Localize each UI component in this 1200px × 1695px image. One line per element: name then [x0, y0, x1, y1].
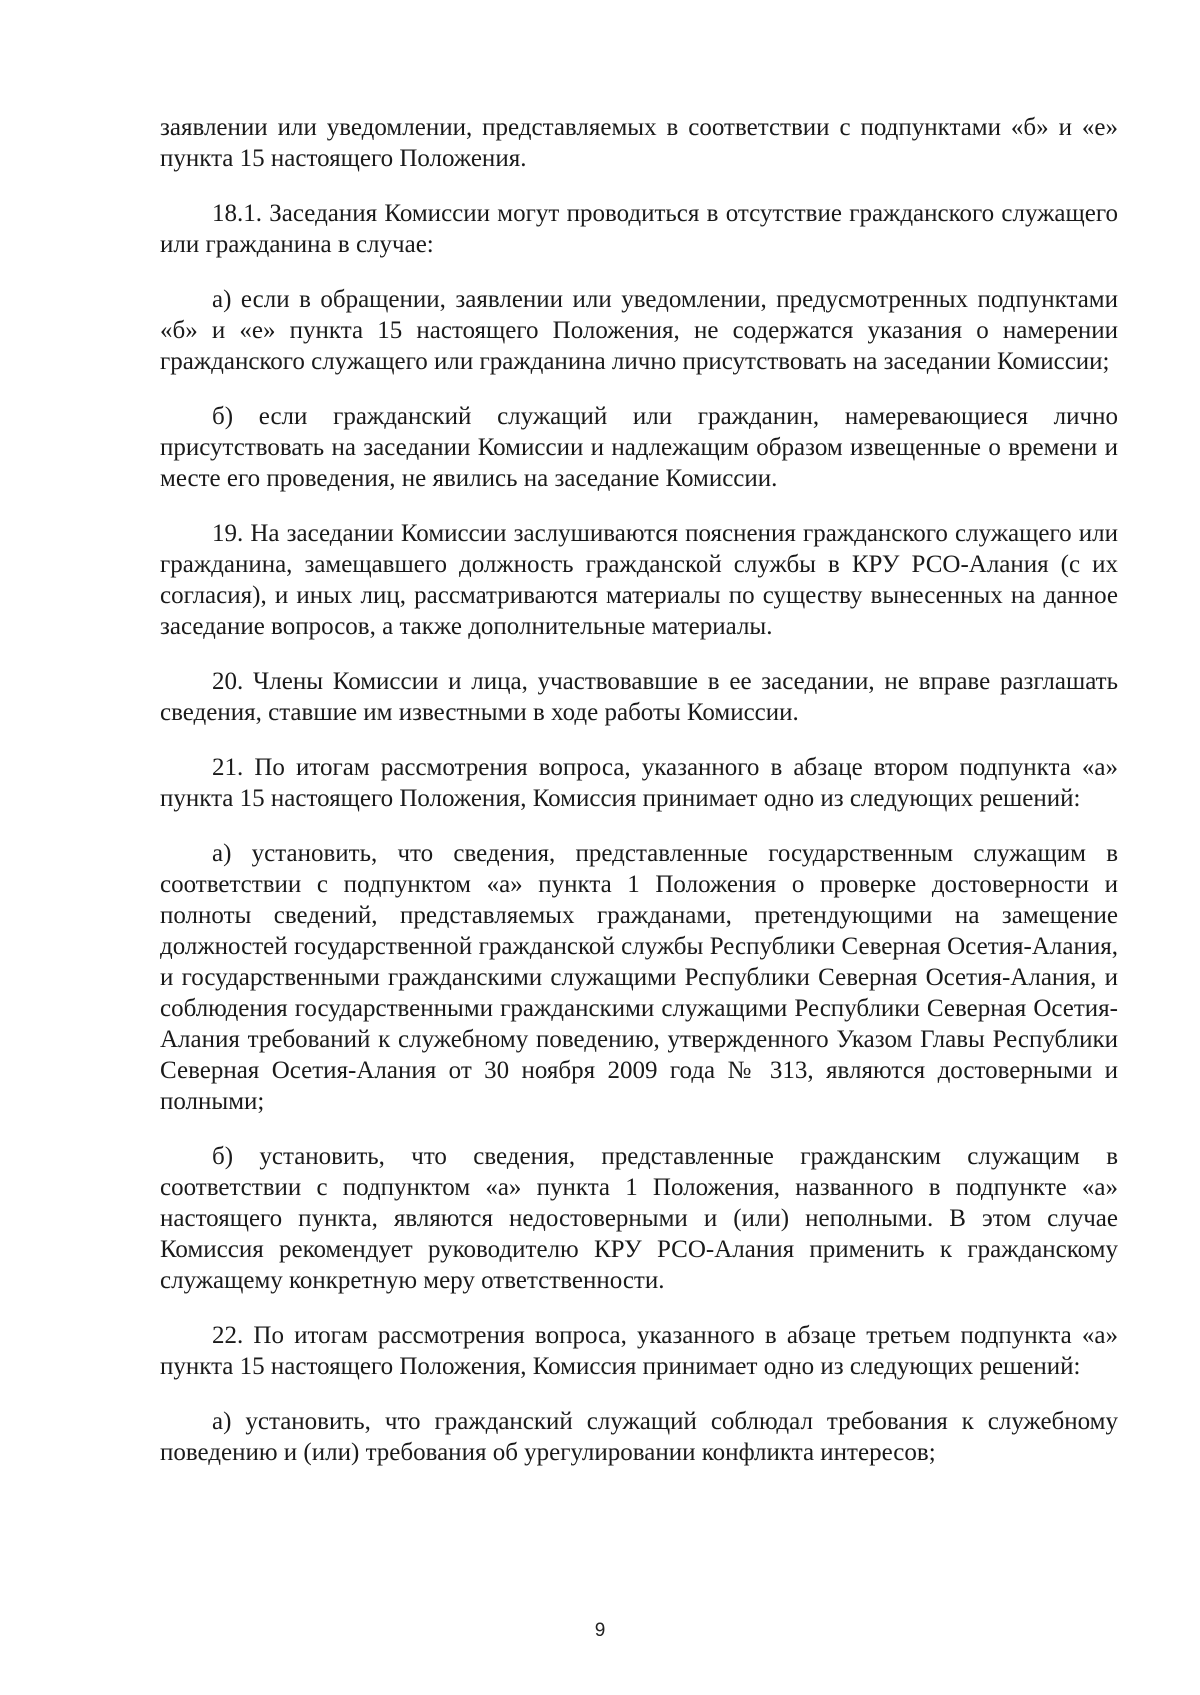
paragraph-19: 19. На заседании Комиссии заслушиваются пояснения гражданского служащего или гражданина, замещавшего должность гражданской службы в КРУ РСО-Алания (с их согласия), и иных лиц, рассматриваются материалы по существу вынесенных на данное заседание вопросов, а также дополнительные материалы. [160, 520, 1118, 640]
paragraph-18-1-b: б) если гражданский служащий или гражданин, намеревающиеся лично присутствовать на заседании Комиссии и надлежащим образом извещенные о времени и месте его проведения, не явились на заседание Комиссии. [160, 403, 1118, 492]
paragraph-continuation: заявлении или уведомлении, представляемых в соответствии с подпунктами «б» и «е» пункта 15 настоящего Положения. [160, 114, 1118, 172]
paragraph-21: 21. По итогам рассмотрения вопроса, указанного в абзаце втором подпункта «а» пункта 15 настоящего Положения, Комиссия принимает одно из следующих решений: [160, 754, 1118, 812]
paragraph-18-1: 18.1. Заседания Комиссии могут проводиться в отсутствие гражданского служащего или гражданина в случае: [160, 200, 1118, 258]
paragraph-18-1-a: а) если в обращении, заявлении или уведомлении, предусмотренных подпунктами «б» и «е» пункта 15 настоящего Положения, не содержатся указания о намерении гражданского служащего или гражданина лично присутствовать на заседании Комиссии; [160, 286, 1118, 375]
paragraph-21-a: а) установить, что сведения, представленные государственным служащим в соответствии с подпунктом «а» пункта 1 Положения о проверке достоверности и полноты сведений, представляемых гражданами, претендующими на замещение должностей государственной гражданской службы Республики Северная Осетия-Алания, и государственными гражданскими служащими Республики Северная Осетия-Алания, и соблюдения государственными гражданскими служащими Республики Северная Осетия-Алания требований к служебному поведению, утвержденного Указом Главы Республики Северная Осетия-Алания от 30 ноября 2009 года № 313, являются достоверными и полными; [160, 840, 1118, 1115]
page-number: 9 [594, 1620, 606, 1641]
paragraph-22: 22. По итогам рассмотрения вопроса, указанного в абзаце третьем подпункта «а» пункта 15 настоящего Положения, Комиссия принимает одно из следующих решений: [160, 1322, 1118, 1380]
paragraph-21-b: б) установить, что сведения, представленные гражданским служащим в соответствии с подпунктом «а» пункта 1 Положения, названного в подпункте «а» настоящего пункта, являются недостоверными и (или) неполными. В этом случае Комиссия рекомендует руководителю КРУ РСО-Алания применить к гражданскому служащему конкретную меру ответственности. [160, 1143, 1118, 1294]
paragraph-22-a: а) установить, что гражданский служащий соблюдал требования к служебному поведению и (или) требования об урегулировании конфликта интересов; [160, 1408, 1118, 1466]
document-body [160, 112, 1118, 1492]
paragraph-20: 20. Члены Комиссии и лица, участвовавшие в ее заседании, не вправе разглашать сведения, ставшие им известными в ходе работы Комиссии. [160, 668, 1118, 726]
